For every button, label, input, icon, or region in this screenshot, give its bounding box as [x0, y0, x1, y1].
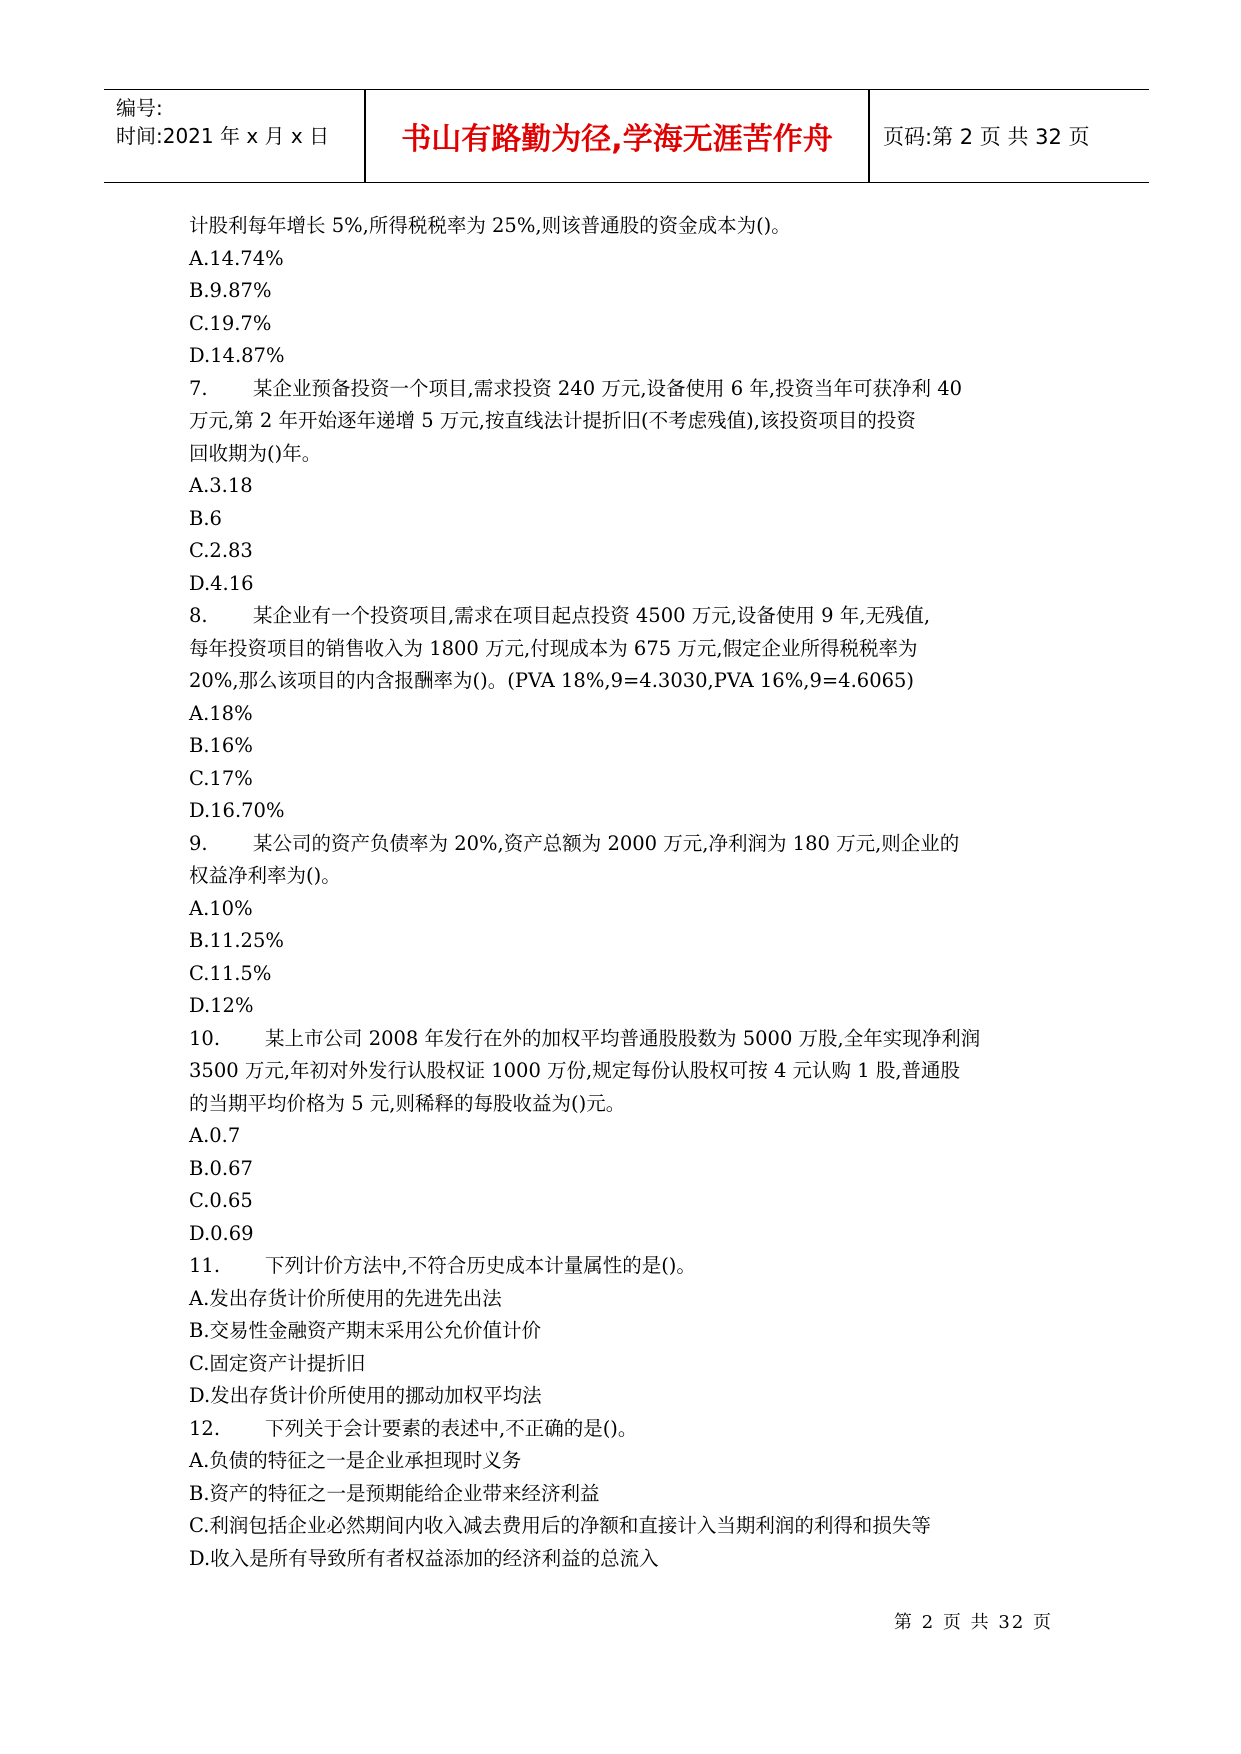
question-text-line: [189, 1088, 1059, 1121]
answer-option: D.0.69: [189, 1221, 254, 1245]
question-text: 20%,那么该项目的内含报酬率为()。(PVA 18%,9=4.3030,PVA 16%,9=4.6065): [189, 669, 915, 692]
header-motto: 书山有路勤为径,学海无涯苦作舟: [401, 122, 833, 157]
answer-option: B.0.67: [189, 1156, 253, 1180]
question-number: 7.: [189, 376, 208, 400]
answer-option: B.16%: [189, 734, 253, 757]
header-meta: [116, 94, 329, 150]
question-text-line: 计股利每年增长 5%,所得税税率为 25%,则该普通股的资金成本为()。: [189, 214, 791, 237]
question-text: 某企业预备投资一个项目,需求投资 240 万元,设备使用 6 年,投资当年可获净利 40: [253, 376, 963, 400]
question-text-line: [189, 1055, 1059, 1088]
answer-option: D.16.70%: [189, 799, 285, 822]
question-text-line: [189, 633, 1059, 666]
answer-option: C.11.5%: [189, 961, 272, 985]
answer-option: D.14.87%: [189, 344, 285, 367]
answer-option: B.11.25%: [189, 929, 284, 952]
answer-option: A.3.18: [189, 474, 253, 497]
question-first-line: [189, 600, 1059, 633]
question-number: 10.: [189, 1026, 221, 1050]
answer-option: A.10%: [189, 896, 253, 920]
document-time-label: 时间:2021 年 x 月 x 日: [116, 124, 330, 148]
answer-option: C.17%: [189, 766, 253, 790]
question-text: 权益净利率为()。: [189, 864, 341, 887]
answer-option: A.发出存货计价所使用的先进先出法: [189, 1286, 502, 1310]
question-number: 8.: [189, 604, 208, 627]
question-text: 的当期平均价格为 5 元,则稀释的每股收益为()元。: [189, 1091, 626, 1115]
answer-option: C.2.83: [189, 539, 253, 562]
question-first-line: [189, 828, 1059, 861]
question-text-line: [189, 405, 1059, 438]
header-divider: [868, 90, 870, 182]
question-first-line: [189, 1250, 1059, 1283]
question-text-line: [189, 438, 1059, 471]
answer-option: A.0.7: [189, 1124, 241, 1147]
answer-option: D.发出存货计价所使用的挪动加权平均法: [189, 1384, 542, 1407]
question-text: 万元,第 2 年开始逐年递增 5 万元,按直线法计提折旧(不考虑残值),该投资项目的投资: [189, 409, 916, 432]
question-text-line: [189, 665, 1059, 698]
question-text: 每年投资项目的销售收入为 1800 万元,付现成本为 675 万元,假定企业所得税税率为: [189, 636, 918, 660]
question-number: 9.: [189, 831, 208, 855]
answer-option: A.18%: [189, 701, 253, 725]
answer-option: C.利润包括企业必然期间内收入减去费用后的净额和直接计入当期利润的利得和损失等: [189, 1514, 931, 1537]
answer-option: B.交易性金融资产期末采用公允价值计价: [189, 1319, 542, 1342]
page-footer: 第 2 页 共 32 页: [894, 1612, 1053, 1633]
question-number: 12.: [189, 1416, 221, 1440]
answer-option: D.收入是所有导致所有者权益添加的经济利益的总流入: [189, 1546, 659, 1570]
question-text: 下列关于会计要素的表述中,不正确的是()。: [265, 1416, 638, 1440]
question-first-line: [189, 1023, 1059, 1056]
question-number: 11.: [189, 1254, 221, 1277]
answer-option: B.6: [189, 506, 222, 530]
answer-option: C.0.65: [189, 1189, 253, 1212]
answer-option: D.4.16: [189, 571, 254, 595]
question-text: 3500 万元,年初对外发行认股权证 1000 万份,规定每份认股权可按 4 元认购 1 股,普通股: [189, 1059, 961, 1082]
header-page-info: 页码:第 2 页 共 32 页: [883, 125, 1090, 149]
page-header: [104, 89, 1149, 183]
document-body: [189, 210, 1059, 1575]
answer-option: B.9.87%: [189, 279, 272, 302]
question-text: 回收期为()年。: [189, 441, 322, 465]
question-text: 某企业有一个投资项目,需求在项目起点投资 4500 万元,设备使用 9 年,无残值,: [253, 604, 931, 627]
question-text: 某公司的资产负债率为 20%,资产总额为 2000 万元,净利润为 180 万元,则企业的: [253, 831, 960, 855]
question-first-line: [189, 1413, 1059, 1446]
answer-option: A.负债的特征之一是企业承担现时义务: [189, 1449, 522, 1472]
question-text-line: [189, 860, 1059, 893]
question-text: 下列计价方法中,不符合历史成本计量属性的是()。: [265, 1254, 696, 1277]
question-first-line: [189, 373, 1059, 406]
answer-option: C.固定资产计提折旧: [189, 1351, 366, 1375]
question-text: 某上市公司 2008 年发行在外的加权平均普通股股数为 5000 万股,全年实现净利润: [265, 1026, 981, 1050]
answer-option: C.19.7%: [189, 311, 272, 335]
answer-option: D.12%: [189, 994, 254, 1017]
answer-option: B.资产的特征之一是预期能给企业带来经济利益: [189, 1481, 600, 1505]
answer-option: A.14.74%: [189, 246, 284, 270]
document-number-label: 编号:: [116, 96, 163, 120]
